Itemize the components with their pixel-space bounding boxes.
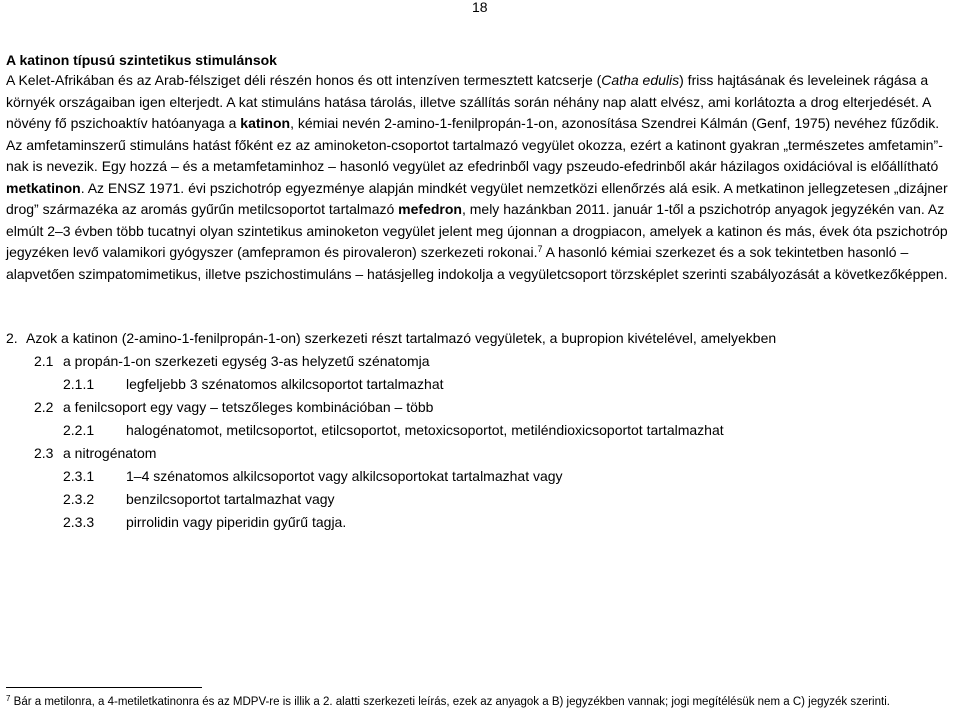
list-item-text: legfeljebb 3 szénatomos alkilcsoportot tartalmazhat <box>126 376 444 392</box>
paragraph-text-1a: A Kelet-Afrikában és az Arab-félsziget déli részén honos és ott intenzíven termesztett katcserje ( <box>6 72 602 88</box>
footnote-mark: 7 <box>6 694 11 703</box>
page-number: 18 <box>472 0 488 15</box>
footnote-ref: 7 <box>537 244 543 254</box>
paragraph-text-5: A hasonló kémiai szerkezet és a sok tekintetben hasonló – alapvetően szimpatomimetikus, illetve pszichostimuláns – hatásjelleg indokolja a vegyületcsoport törzsképlet szerinti szabályozását a következőképpen. <box>6 244 948 282</box>
footnote-text: Bár a metilonra, a 4-metiletkatinonra és az MDPV-re is illik a 2. alatti szerkezeti leírás, ezek az anyagok a B) jegyzékben vannak; jogi megítélésük nem a C) jegyzék szerinti. <box>10 696 890 708</box>
footnote <box>6 692 890 709</box>
list-item-number: 2.1 <box>34 353 54 369</box>
list-item-text: benzilcsoportot tartalmazhat vagy <box>126 491 335 507</box>
paragraph-text-4: , mely hazánkban 2011. január 1-től a pszichotróp anyagok jegyzékén van. Az elmúlt 2–3 évben több tucatnyi olyan szintetikus aminoketon vegyület jelent meg újonnan a drogpiacon, amelyek a katinon és más, évek óta pszichotróp jegyzéken levő valamikori gyógyszer (amfepramon és pirovaleron) szerkezeti rokonai. <box>6 201 948 260</box>
list-item-number: 2.3.3 <box>63 514 95 530</box>
body-paragraph <box>6 70 954 285</box>
list-item-text: 1–4 szénatomos alkilcsoportot vagy alkilcsoportokat tartalmazhat vagy <box>126 468 563 484</box>
paragraph-text-1c: ) friss hajtásának és leveleinek rágása a környék országaiban igen elterjedt. A kat stimuláns hatása tárolás, illetve szállítás során néhány nap alatt elvész, ami korlátozta a drog elterjedését. A növény fő pszichoaktív hatóanyaga a <box>6 72 931 131</box>
list-item-text: a nitrogénatom <box>63 445 157 461</box>
list-item-text: Azok a katinon (2-amino-1-fenilpropán-1-on) szerkezeti részt tartalmazó vegyületek, a bupropion kivételével, amelyekben <box>26 330 777 346</box>
paragraph-text-3: . Az ENSZ 1971. évi pszichotróp egyezménye alapján mindkét vegyület nemzetközi ellenőrzés alá esik. A metkatinon jellegzetesen „dizájner drog” származéka az aromás gyűrűn metilcsoportot tartalmazó <box>6 179 948 217</box>
section-heading: A katinon típusú szintetikus stimulánsok <box>6 52 277 68</box>
list-item-text: halogénatomot, metilcsoportot, etilcsoportot, metoxicsoportot, metiléndioxicsoportot tartalmazhat <box>126 422 724 438</box>
footnote-divider <box>6 687 202 688</box>
list-item-text: a propán-1-on szerkezeti egység 3-as helyzetű szénatomja <box>63 353 430 369</box>
species-name: Catha edulis <box>601 72 680 88</box>
term-katinon: katinon <box>240 115 291 131</box>
paragraph-text-2: , kémiai nevén 2-amino-1-fenilpropán-1-on, azonosítása Szendrei Kálmán (Genf, 1975) nevéhez fűződik. Az amfetaminszerű stimuláns hatást főként ez az aminoketon-csoportot tartalmazó vegyület okozza, ezért a katinont gyakran „természetes amfetamin”-nak is nevezik. Egy hozzá – és a metamfetaminhoz – hasonló vegyület az efedrinből vagy pszeudo-efedrinből akár házilagos oxidációval is előállítható <box>6 115 943 174</box>
term-metkatinon: metkatinon <box>6 179 81 196</box>
term-mefedron: mefedron <box>398 201 462 217</box>
list-item-number: 2.1.1 <box>63 376 95 392</box>
list-item-number: 2.2.1 <box>63 422 95 438</box>
list-item-text: pirrolidin vagy piperidin gyűrű tagja. <box>126 514 347 530</box>
list-item-number: 2.3.1 <box>63 468 95 484</box>
list-item-number: 2.3 <box>34 445 54 461</box>
list-item-number: 2.3.2 <box>63 491 95 507</box>
list-item-text: a fenilcsoport egy vagy – tetszőleges kombinációban – több <box>63 399 434 415</box>
list-item-number: 2.2 <box>34 399 54 415</box>
list-item-number: 2. <box>6 330 18 346</box>
